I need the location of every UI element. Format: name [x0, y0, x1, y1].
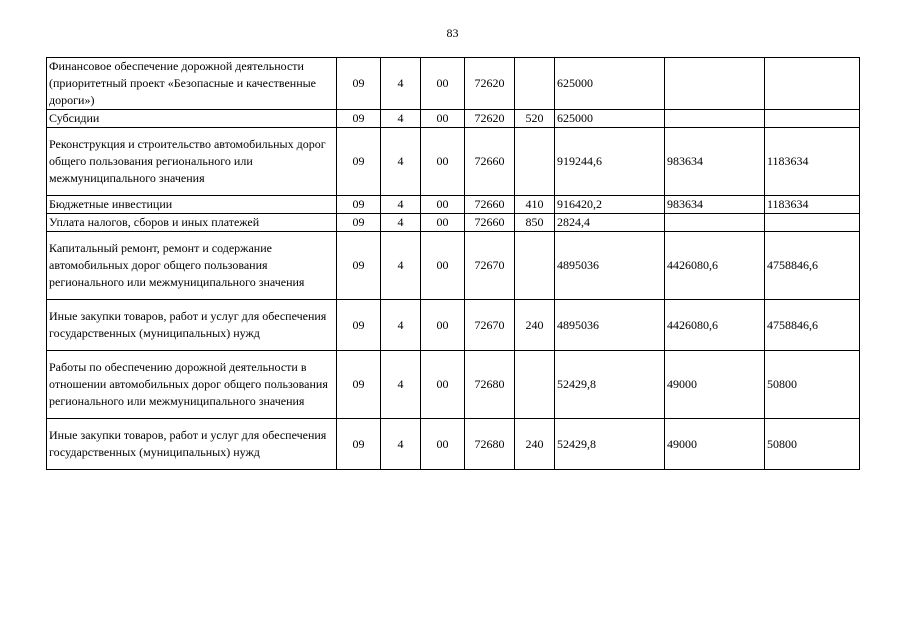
direction-code-cell: 72680 — [465, 419, 515, 470]
section-code-cell: 09 — [337, 300, 381, 351]
section-code-cell: 09 — [337, 232, 381, 300]
table-row — [47, 214, 860, 232]
amount-year2-cell: 49000 — [665, 419, 765, 470]
direction-code-cell: 72680 — [465, 351, 515, 419]
amount-year1-cell: 625000 — [555, 58, 665, 110]
amount-year2-cell — [665, 214, 765, 232]
table-row — [47, 300, 860, 351]
amount-year2-cell: 4426080,6 — [665, 232, 765, 300]
amount-year2-cell — [665, 58, 765, 110]
subsection-code-cell: 4 — [381, 419, 421, 470]
subsection-code-cell: 4 — [381, 196, 421, 214]
direction-code-cell: 72670 — [465, 300, 515, 351]
expense-type-cell: 520 — [515, 110, 555, 128]
subsection-code-cell: 4 — [381, 232, 421, 300]
table-row — [47, 419, 860, 470]
amount-year3-cell: 4758846,6 — [765, 300, 860, 351]
amount-year2-cell — [665, 110, 765, 128]
table-row — [47, 196, 860, 214]
amount-year1-cell: 919244,6 — [555, 128, 665, 196]
program-code-cell: 00 — [421, 351, 465, 419]
amount-year1-cell: 625000 — [555, 110, 665, 128]
section-code-cell: 09 — [337, 196, 381, 214]
amount-year1-cell: 52429,8 — [555, 419, 665, 470]
table-row — [47, 58, 860, 110]
amount-year3-cell: 1183634 — [765, 128, 860, 196]
expense-type-cell: 850 — [515, 214, 555, 232]
expense-type-cell — [515, 232, 555, 300]
expense-type-cell: 410 — [515, 196, 555, 214]
amount-year3-cell: 4758846,6 — [765, 232, 860, 300]
subsection-code-cell: 4 — [381, 351, 421, 419]
table-row — [47, 351, 860, 419]
direction-code-cell: 72620 — [465, 110, 515, 128]
page-number: 83 — [446, 26, 459, 40]
section-code-cell: 09 — [337, 351, 381, 419]
expense-type-cell: 240 — [515, 419, 555, 470]
direction-code-cell: 72660 — [465, 128, 515, 196]
direction-code-cell: 72660 — [465, 214, 515, 232]
subsection-code-cell: 4 — [381, 58, 421, 110]
subsection-code-cell: 4 — [381, 300, 421, 351]
table-row — [47, 110, 860, 128]
expense-type-cell — [515, 58, 555, 110]
amount-year1-cell: 2824,4 — [555, 214, 665, 232]
program-code-cell: 00 — [421, 419, 465, 470]
amount-year2-cell: 4426080,6 — [665, 300, 765, 351]
row-name-cell: Реконструкция и строительство автомобильных дорог общего пользования регионального или межмуниципального значения — [47, 128, 337, 196]
amount-year3-cell — [765, 58, 860, 110]
amount-year3-cell — [765, 214, 860, 232]
section-code-cell: 09 — [337, 128, 381, 196]
amount-year2-cell: 983634 — [665, 196, 765, 214]
table-row — [47, 232, 860, 300]
direction-code-cell: 72670 — [465, 232, 515, 300]
direction-code-cell: 72660 — [465, 196, 515, 214]
section-code-cell: 09 — [337, 110, 381, 128]
expense-type-cell — [515, 128, 555, 196]
subsection-code-cell: 4 — [381, 214, 421, 232]
subsection-code-cell: 4 — [381, 110, 421, 128]
row-name-cell: Бюджетные инвестиции — [47, 196, 337, 214]
program-code-cell: 00 — [421, 196, 465, 214]
program-code-cell: 00 — [421, 58, 465, 110]
direction-code-cell: 72620 — [465, 58, 515, 110]
amount-year1-cell: 4895036 — [555, 300, 665, 351]
amount-year3-cell: 50800 — [765, 351, 860, 419]
row-name-cell: Уплата налогов, сборов и иных платежей — [47, 214, 337, 232]
budget-table — [46, 57, 860, 470]
amount-year2-cell: 983634 — [665, 128, 765, 196]
amount-year1-cell: 52429,8 — [555, 351, 665, 419]
section-code-cell: 09 — [337, 419, 381, 470]
row-name-cell: Иные закупки товаров, работ и услуг для обеспечения государственных (муниципальных) нужд — [47, 419, 337, 470]
subsection-code-cell: 4 — [381, 128, 421, 196]
amount-year2-cell: 49000 — [665, 351, 765, 419]
row-name-cell: Иные закупки товаров, работ и услуг для обеспечения государственных (муниципальных) нужд — [47, 300, 337, 351]
amount-year1-cell: 916420,2 — [555, 196, 665, 214]
row-name-cell: Работы по обеспечению дорожной деятельности в отношении автомобильных дорог общего пользования регионального или межмуниципального значения — [47, 351, 337, 419]
row-name-cell: Капитальный ремонт, ремонт и содержание автомобильных дорог общего пользования регионального или межмуниципального значения — [47, 232, 337, 300]
expense-type-cell: 240 — [515, 300, 555, 351]
expense-type-cell — [515, 351, 555, 419]
program-code-cell: 00 — [421, 214, 465, 232]
program-code-cell: 00 — [421, 232, 465, 300]
section-code-cell: 09 — [337, 58, 381, 110]
amount-year3-cell — [765, 110, 860, 128]
row-name-cell: Субсидии — [47, 110, 337, 128]
amount-year3-cell: 1183634 — [765, 196, 860, 214]
row-name-cell: Финансовое обеспечение дорожной деятельности (приоритетный проект «Безопасные и качественные дороги») — [47, 58, 337, 110]
amount-year3-cell: 50800 — [765, 419, 860, 470]
amount-year1-cell: 4895036 — [555, 232, 665, 300]
program-code-cell: 00 — [421, 300, 465, 351]
section-code-cell: 09 — [337, 214, 381, 232]
program-code-cell: 00 — [421, 110, 465, 128]
table-row — [47, 128, 860, 196]
program-code-cell: 00 — [421, 128, 465, 196]
